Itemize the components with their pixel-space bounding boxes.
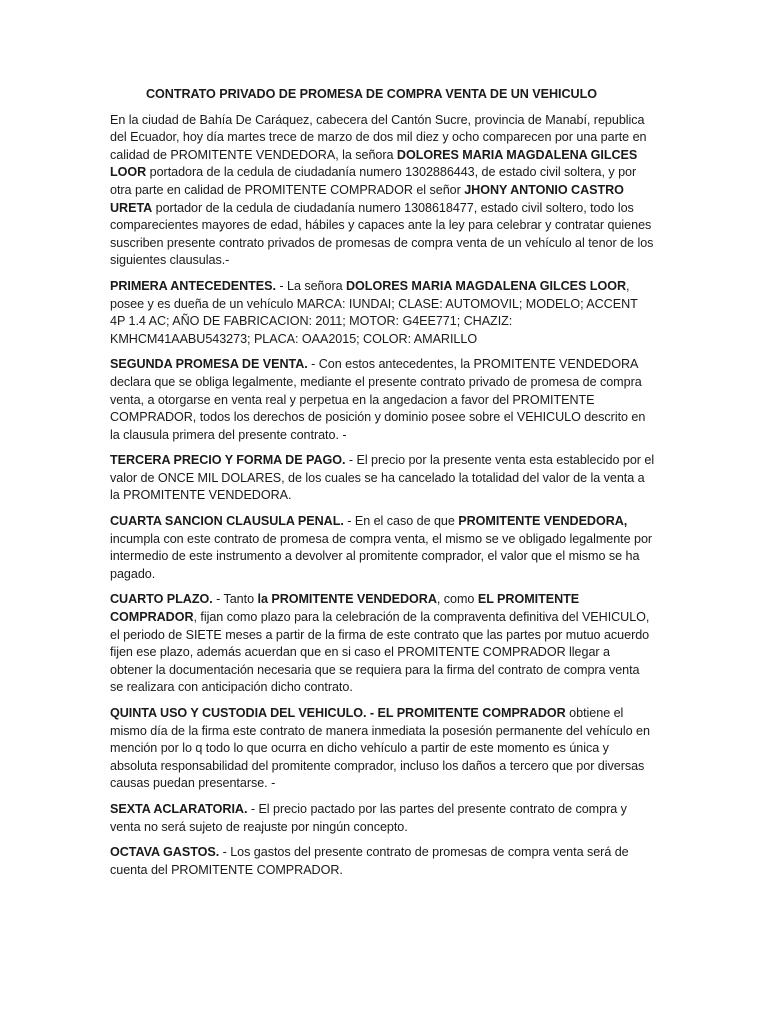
clause-tercera-text: - El precio por la presente venta esta establecido por el valor de ONCE MIL DOLARES, de los cuales se ha cancelado la totalidad del valor de la venta a la PROMITENTE VENDEDORA. <box>110 453 655 503</box>
document-page <box>110 86 655 887</box>
clause-cuarto-plazo-text-1: - Tanto <box>212 592 258 607</box>
buyer-name: JHONY ANTONIO CASTRO URETA <box>110 182 624 215</box>
clause-tercera <box>110 452 655 505</box>
clause-primera-text-2: , posee y es dueña de un vehículo MARCA: IUNDAI; CLASE: AUTOMOVIL; MODELO; ACCENT 4P 1.4 AC; AÑO DE FABRICACION: 2011; MOTOR: G4EE771; CHAZIZ: KMHCM41AABU543273; PLACA: OAA2015; COLOR: AMARILLO <box>110 278 638 346</box>
clause-primera <box>110 278 655 348</box>
clause-segunda-heading: SEGUNDA PROMESA DE VENTA. <box>110 357 308 372</box>
clause-quinta-text: obtiene el mismo día de la firma este contrato de manera inmediata la posesión permanente del vehículo en mención por lo q todo lo que ocurra en dicho vehículo a partir de este momento es única y absoluta responsabilidad del promitente comprador, incluso los daños a tercero que por diversas causas puedan presentarse. - <box>110 706 650 791</box>
clause-cuarto-plazo-buyer: EL PROMITENTE COMPRADOR <box>110 592 580 625</box>
clause-cuarto-plazo-text-3: , fijan como plazo para la celebración de la compraventa definitiva del VEHICULO, el periodo de SIETE meses a partir de la firma de este contrato que las partes por mutuo acuerdo fijen ese plazo, además acuerdan que en si caso el PROMITENTE COMPRADOR llegar a obtener la documentación necesaria que se requiera para la firma del contrato de compra venta se realizara con anticipación dicho contrato. <box>110 610 650 695</box>
clause-octava-heading: OCTAVA GASTOS. <box>110 845 220 860</box>
clause-cuarta-sancion <box>110 513 655 583</box>
clause-primera-owner-name: DOLORES MARIA MAGDALENA GILCES LOOR <box>346 278 626 293</box>
intro-paragraph <box>110 112 655 270</box>
clause-cuarta-sancion-party: PROMITENTE VENDEDORA, <box>458 514 628 529</box>
clause-tercera-heading: TERCERA PRECIO Y FORMA DE PAGO. <box>110 453 346 468</box>
clause-sexta-heading: SEXTA ACLARATORIA. <box>110 801 248 816</box>
clause-quinta-heading: QUINTA USO Y CUSTODIA DEL VEHICULO. - EL PROMITENTE COMPRADOR <box>110 706 566 720</box>
clause-cuarto-plazo <box>110 591 655 697</box>
clause-sexta <box>110 801 655 836</box>
clause-octava-text: - Los gastos del presente contrato de promesas de compra venta será de cuenta del PROMITENTE COMPRADOR. <box>110 845 629 877</box>
clause-cuarto-plazo-heading: CUARTO PLAZO. <box>110 592 213 607</box>
clause-primera-heading: PRIMERA ANTECEDENTES. <box>110 278 276 293</box>
clause-cuarta-sancion-text-1: - En el caso de que <box>343 514 459 529</box>
clause-cuarto-plazo-text-2: , como <box>436 592 478 607</box>
clause-quinta <box>110 705 655 793</box>
clause-segunda-text: - Con estos antecedentes, la PROMITENTE VENDEDORA declara que se obliga legalmente, mediante el presente contrato privado de promesa de compra venta, a otorgarse en venta real y perpetua en la angedacion a favor del PROMITENTE COMPRADOR, todos los derechos de posición y dominio posee sobre el VEHICULO descrito en la clausula primera del presente contrato. - <box>110 357 646 442</box>
seller-name: DOLORES MARIA MAGDALENA GILCES LOOR <box>110 147 638 180</box>
clause-sexta-text: - El precio pactado por las partes del presente contrato de compra y venta no será sujeto de reajuste por ningún concepto. <box>110 801 627 834</box>
clause-cuarta-sancion-text-2: incumpla con este contrato de promesa de compra venta, el mismo se ve obligado legalmente por intermedio de este instrumento a devolver al promitente comprador, el valor que el mismo se ha pagado. <box>110 531 653 581</box>
intro-text-3: portador de la cedula de ciudadanía numero 1308618477, estado civil soltero, todo los comparecientes mayores de edad, hábiles y capaces ante la ley para celebrar y contratar quienes suscriben presente contrato privados de promesas de compra venta de un vehículo al tenor de los siguientes clausulas.- <box>110 200 654 268</box>
clause-primera-text-1: - La señora <box>275 278 347 293</box>
clause-cuarta-sancion-heading: CUARTA SANCION CLAUSULA PENAL. <box>110 514 344 529</box>
intro-text-1: En la ciudad de Bahía De Caráquez, cabecera del Cantón Sucre, provincia de Manabí, republica del Ecuador, hoy día martes trece de marzo de dos mil diez y ocho comparecen por una parte en calidad de PROMITENTE VENDEDORA, la señora <box>110 112 647 162</box>
document-title: CONTRATO PRIVADO DE PROMESA DE COMPRA VENTA DE UN VEHICULO <box>146 87 597 101</box>
clause-segunda <box>110 356 655 444</box>
clause-octava <box>110 844 655 879</box>
clause-cuarto-plazo-seller: la PROMITENTE VENDEDORA <box>257 592 437 607</box>
intro-text-2: portadora de la cedula de ciudadanía numero 1302886443, de estado civil soltera, y por otra parte en calidad de PROMITENTE COMPRADOR el señor <box>110 165 637 197</box>
